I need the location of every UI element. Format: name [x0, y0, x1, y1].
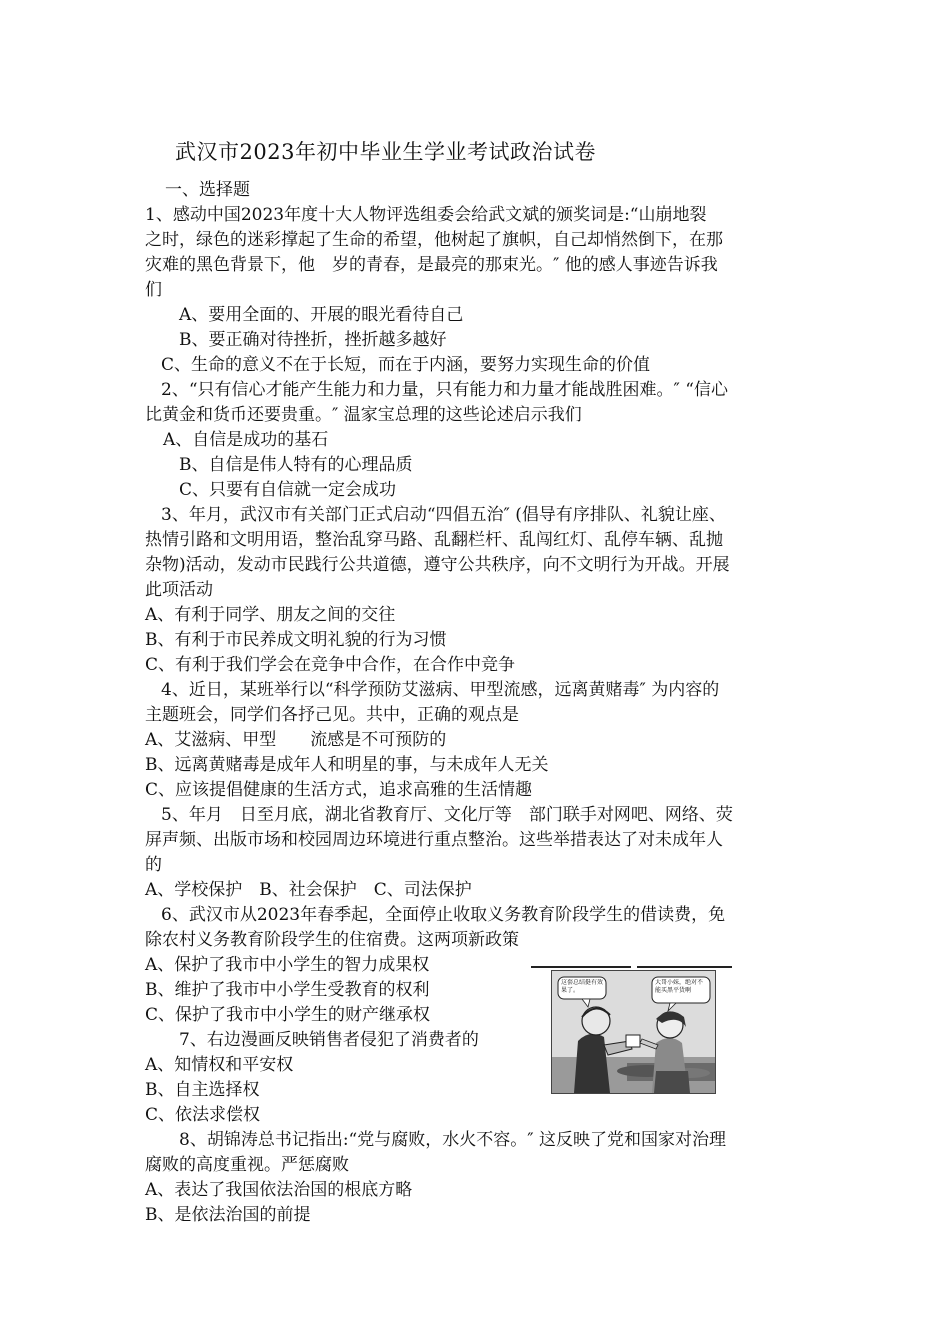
text-line: A、艾滋病、甲型 流感是不可预防的	[145, 730, 447, 750]
text-line: C、应该提倡健康的生活方式，追求高雅的生活情趣	[145, 780, 533, 800]
text-line: A、要用全面的、开展的眼光看待自己	[179, 305, 464, 325]
text-line: 5、年月 日至月底，湖北省教育厅、文化厅等 部门联手对网吧、网络、荧	[161, 805, 733, 825]
page-title: 武汉市2023年初中毕业生学业考试政治试卷	[175, 140, 596, 164]
text-line: 杂物)活动，发动市民践行公共道德，遵守公共秩序，向不文明行为开战。开展	[145, 555, 730, 575]
text-line: 7、右边漫画反映销售者侵犯了消费者的	[179, 1030, 479, 1050]
consumer-rights-cartoon	[551, 970, 716, 1094]
text-line: 屏声频、出版市场和校园周边环境进行重点整治。这些举措表达了对未成年人	[145, 830, 723, 850]
text-line: A、表达了我国依法治国的根底方略	[145, 1180, 413, 1200]
text-line: 8、胡锦涛总书记指出:“党与腐败，水火不容。″ 这反映了党和国家对治理	[179, 1130, 726, 1150]
text-line: A、知情权和平安权	[145, 1055, 294, 1075]
text-line: 除农村义务教育阶段学生的住宿费。这两项新政策	[145, 930, 519, 950]
text-line: 6、武汉市从2023年春季起，全面停止收取义务教育阶段学生的借读费，免	[161, 905, 726, 925]
text-line: B、有利于市民养成文明礼貌的行为习惯	[145, 630, 447, 650]
text-line: 灾难的黑色背景下，他 岁的青春，是最亮的那束光。″ 他的感人事迹告诉我	[145, 255, 718, 275]
underline-rule	[531, 966, 631, 968]
text-line: 热情引路和文明用语，整治乱穿马路、乱翻栏杆、乱闯红灯、乱停车辆、乱抛	[145, 530, 723, 550]
text-line: C、保护了我市中小学生的财产继承权	[145, 1005, 431, 1025]
text-line: B、是依法治国的前提	[145, 1205, 311, 1225]
text-line: A、有利于同学、朋友之间的交往	[145, 605, 396, 625]
text-line: C、只要有自信就一定会成功	[179, 480, 397, 500]
text-line: 之时，绿色的迷彩撑起了生命的希望，他树起了旗帜，自己却悄然倒下，在那	[145, 230, 723, 250]
text-line: 4、近日，某班举行以“科学预防艾滋病、甲型流感，远离黄赌毒″ 为内容的	[161, 680, 720, 700]
cartoon-illustration	[552, 971, 715, 1093]
underline-rule	[637, 966, 732, 968]
cartoon-bubble-right: 大哥小妹，绝对不能买黑平货啊	[655, 979, 704, 994]
text-line: 的	[145, 855, 162, 875]
text-line: C、依法求偿权	[145, 1105, 261, 1125]
text-line: B、自信是伟人特有的心理品质	[179, 455, 413, 475]
text-line: B、自主选择权	[145, 1080, 260, 1100]
text-line: 比黄金和货币还要贵重。″ 温家宝总理的这些论述启示我们	[145, 405, 582, 425]
text-line: B、要正确对待挫折，挫折越多越好	[179, 330, 447, 350]
text-line: A、自信是成功的基石	[163, 430, 329, 450]
text-line: 一、选择题	[165, 180, 250, 200]
cartoon-bubble-left: 这套总结挺有效果了。	[561, 979, 604, 994]
text-line: C、有利于我们学会在竞争中合作，在合作中竞争	[145, 655, 516, 675]
text-line: 1、感动中国2023年度十大人物评选组委会给武文斌的颁奖词是:“山崩地裂	[145, 205, 707, 225]
text-line: 3、年月，武汉市有关部门正式启动“四倡五治″ (倡导有序排队、礼貌让座、	[161, 505, 726, 525]
text-line: C、生命的意义不在于长短，而在于内涵，要努力实现生命的价值	[161, 355, 651, 375]
text-line: B、远离黄赌毒是成年人和明星的事，与未成年人无关	[145, 755, 549, 775]
text-line: 此项活动	[145, 580, 213, 600]
text-line: 主题班会，同学们各抒己见。共中，正确的观点是	[145, 705, 519, 725]
text-line: A、保护了我市中小学生的智力成果权	[145, 955, 430, 975]
text-line: B、维护了我市中小学生受教育的权利	[145, 980, 430, 1000]
text-line: A、学校保护 B、社会保护 C、司法保护	[145, 880, 472, 900]
text-line: 们	[145, 280, 162, 300]
text-line: 腐败的高度重视。严惩腐败	[145, 1155, 349, 1175]
text-line: 2、“只有信心才能产生能力和力量，只有能力和力量才能战胜困难。″ “信心	[161, 380, 728, 400]
